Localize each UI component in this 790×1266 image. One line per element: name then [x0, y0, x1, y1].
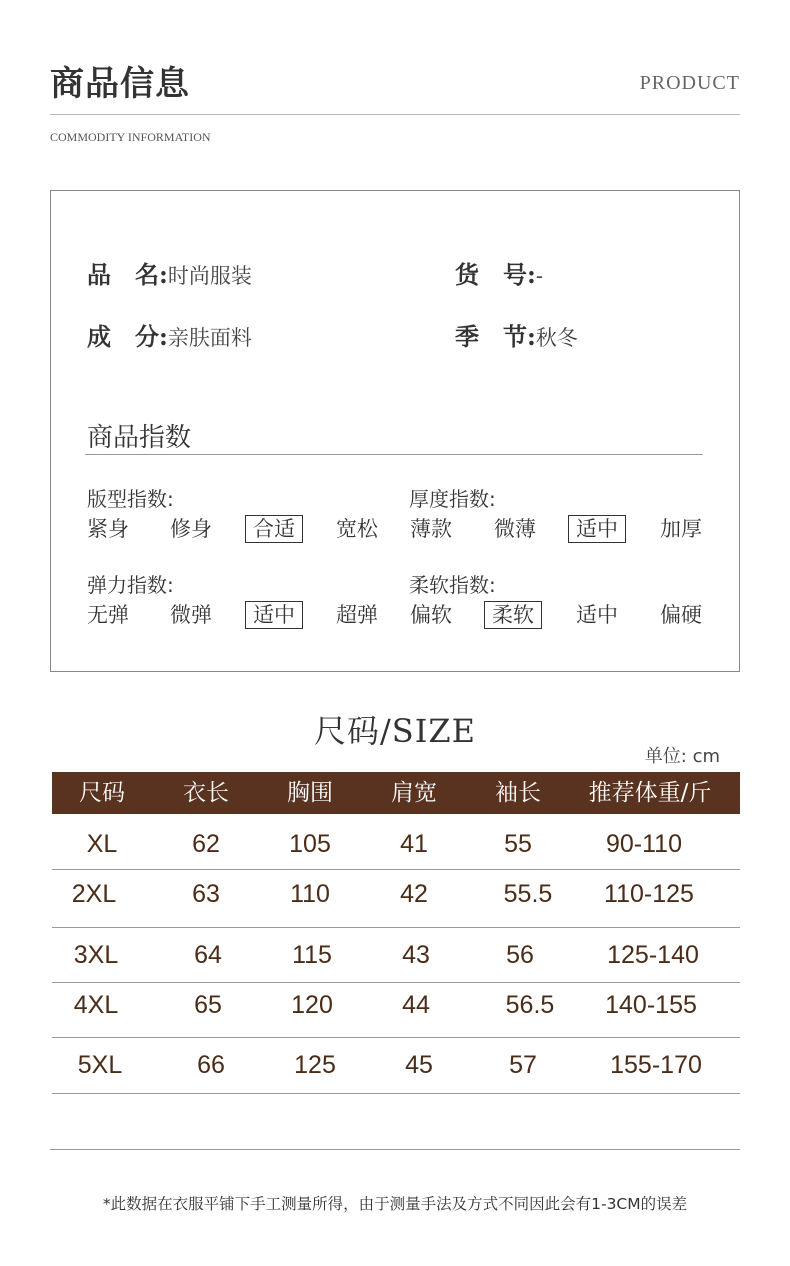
cell-weight: 90-110: [606, 830, 682, 858]
index-thickness-label: 厚度指数:: [409, 487, 496, 511]
cell-shoulder: 43: [402, 941, 430, 969]
row-divider: [52, 1037, 740, 1038]
info-material: [87, 317, 252, 352]
cell-size: 4XL: [73, 991, 119, 1019]
index-softness-option: 适中: [576, 603, 618, 627]
index-thickness-option: 加厚: [660, 517, 702, 541]
page-title: 商品信息: [50, 64, 190, 104]
row-divider: [52, 1093, 740, 1094]
header-cell-sleeve: 袖长: [495, 780, 541, 806]
cell-shoulder: 41: [400, 830, 428, 858]
cell-weight: 140-155: [605, 991, 697, 1019]
info-season-key: 季 节:: [455, 322, 536, 351]
unit-label: 单位: cm: [644, 746, 720, 767]
cell-weight: 125-140: [607, 941, 699, 969]
index-fit-option-selected: 合适: [245, 515, 303, 543]
cell-chest: 110: [290, 880, 330, 908]
cell-size: 3XL: [73, 941, 119, 969]
index-fit-label: 版型指数:: [87, 487, 174, 511]
cell-chest: 105: [289, 830, 331, 858]
footer-divider: [50, 1149, 740, 1150]
cell-chest: 120: [291, 991, 333, 1019]
index-elasticity-option-selected: 适中: [245, 601, 303, 629]
cell-sleeve: 56: [506, 941, 534, 969]
info-season: [455, 317, 578, 352]
index-fit-option: 修身: [170, 517, 212, 541]
cell-sleeve: 55.5: [503, 880, 553, 908]
cell-length: 64: [194, 941, 222, 969]
size-table-header: [52, 772, 740, 814]
info-material-key: 成 分:: [87, 322, 168, 351]
info-name: [87, 255, 252, 290]
cell-length: 63: [192, 880, 220, 908]
index-thickness-option: 微薄: [494, 517, 536, 541]
index-fit-option: 宽松: [336, 517, 378, 541]
cell-weight: 155-170: [610, 1051, 702, 1079]
info-sku: [455, 255, 543, 290]
cell-chest: 125: [294, 1051, 336, 1079]
header-cell-chest: 胸围: [287, 780, 333, 806]
info-sku-value: -: [535, 264, 543, 288]
cell-shoulder: 44: [402, 991, 430, 1019]
cell-sleeve: 57: [509, 1051, 537, 1079]
cell-size: XL: [86, 830, 118, 858]
cell-size: 5XL: [77, 1051, 123, 1079]
row-divider: [52, 869, 740, 870]
index-elasticity-option: 超弹: [336, 603, 378, 627]
cell-length: 65: [194, 991, 222, 1019]
header-cell-weight: 推荐体重/斤: [588, 780, 712, 806]
index-title: 商品指数: [87, 423, 192, 453]
header-cell-length: 衣长: [183, 780, 229, 806]
info-season-value: 秋冬: [535, 326, 578, 350]
info-name-key: 品 名:: [87, 260, 168, 289]
cell-shoulder: 42: [400, 880, 428, 908]
commodity-subtitle: COMMODITY INFORMATION: [50, 130, 211, 144]
cell-length: 66: [197, 1051, 225, 1079]
header-cell-shoulder: 肩宽: [391, 780, 437, 806]
row-divider: [52, 982, 740, 983]
cell-shoulder: 45: [405, 1051, 433, 1079]
index-fit-option: 紧身: [87, 517, 129, 541]
info-name-value: 时尚服装: [167, 264, 252, 288]
info-box: [50, 190, 740, 672]
index-softness-label: 柔软指数:: [409, 573, 496, 597]
index-elasticity-option: 无弹: [87, 603, 129, 627]
cell-weight: 110-125: [604, 880, 694, 908]
index-elasticity-label: 弹力指数:: [87, 573, 174, 597]
index-softness-option: 偏软: [410, 603, 452, 627]
cell-sleeve: 55: [504, 830, 532, 858]
cell-size: 2XL: [71, 880, 117, 908]
info-sku-key: 货 号:: [455, 260, 536, 289]
info-material-value: 亲肤面料: [167, 326, 252, 350]
cell-chest: 115: [292, 941, 332, 969]
index-softness-option: 偏硬: [660, 603, 702, 627]
index-elasticity-option: 微弹: [170, 603, 212, 627]
size-title: 尺码/SIZE: [314, 712, 476, 750]
index-divider: [85, 454, 703, 455]
header-cell-size: 尺码: [79, 780, 125, 806]
measurement-note: *此数据在衣服平铺下手工测量所得，由于测量手法及方式不同因此会有1-3CM的误差: [102, 1195, 688, 1213]
cell-sleeve: 56.5: [505, 991, 555, 1019]
index-softness-option-selected: 柔软: [484, 601, 542, 629]
product-label: PRODUCT: [639, 72, 740, 94]
index-thickness-option: 薄款: [410, 517, 452, 541]
header-divider: [50, 114, 740, 115]
index-thickness-option-selected: 适中: [568, 515, 626, 543]
cell-length: 62: [192, 830, 220, 858]
row-divider: [52, 927, 740, 928]
